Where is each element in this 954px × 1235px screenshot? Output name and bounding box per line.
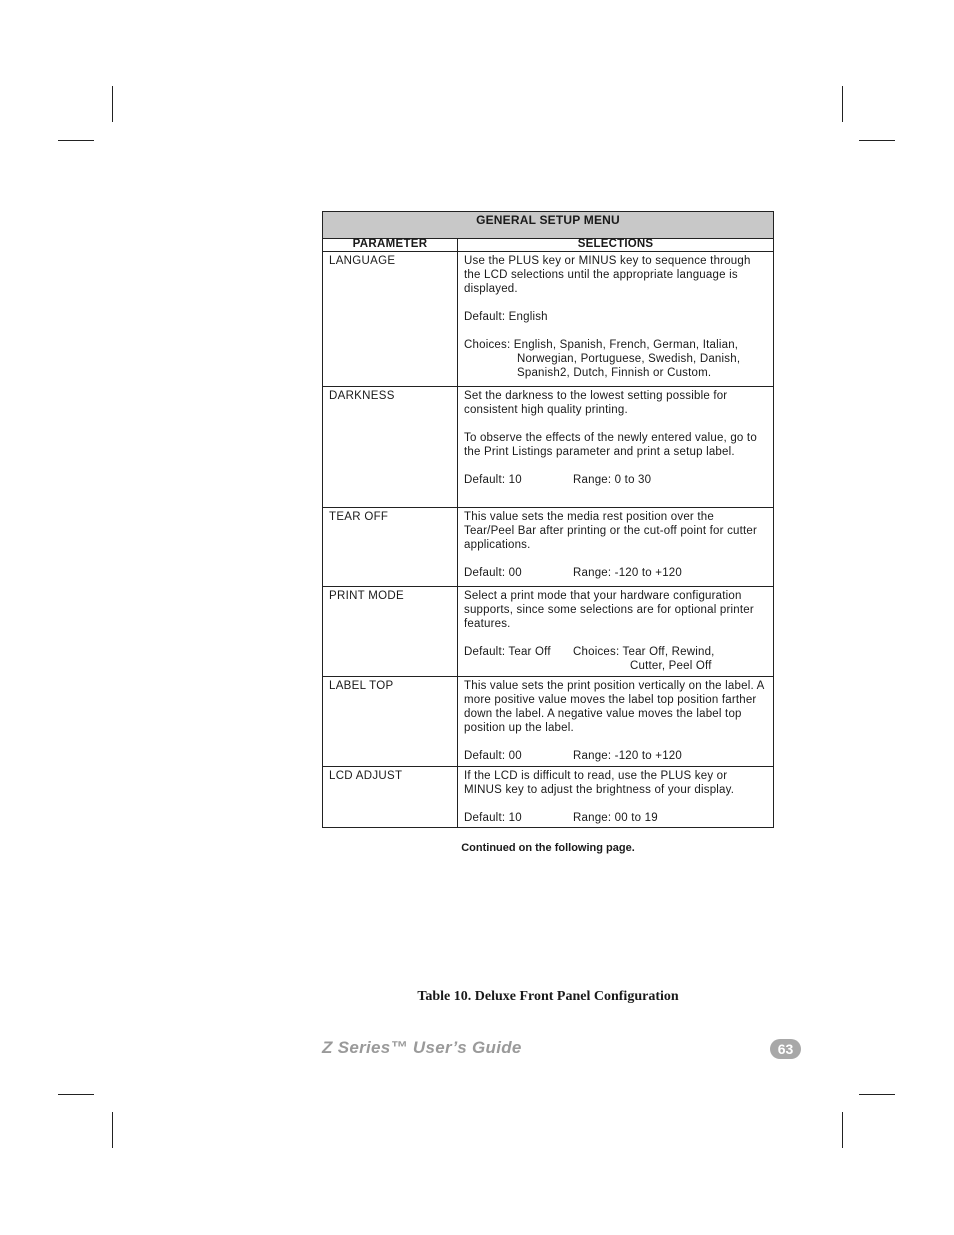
table-caption: Table 10. Deluxe Front Panel Configuration (417, 989, 679, 1004)
description: Use the PLUS key or MINUS key to sequence through the LCD selections until the appropriate language is displayed. (464, 255, 751, 295)
description: To observe the effects of the newly entered value, go to the Print Listings parameter and print a setup label. (464, 432, 757, 458)
crop-mark (859, 140, 895, 141)
choices-line: Cutter, Peel Off (630, 660, 712, 672)
range-value: Range: -120 to +120 (573, 567, 682, 579)
description: This value sets the media rest position over the Tear/Peel Bar after printing or the cut-off point for cutter applications. (464, 511, 758, 551)
table-row (323, 767, 773, 827)
crop-mark (112, 1112, 113, 1148)
selections-tear-off (458, 508, 773, 586)
crop-mark (859, 1094, 895, 1095)
choices: Choices: Tear Off, Rewind, (573, 646, 715, 658)
table-row (323, 508, 773, 587)
crop-mark (112, 86, 113, 122)
default-value: Default: Tear Off (464, 646, 551, 658)
continued-note: Continued on the following page. (461, 842, 635, 854)
crop-mark (58, 140, 94, 141)
range-value: Range: 00 to 19 (573, 812, 658, 824)
default-value: Default: 10 (464, 474, 522, 486)
param-lcd-adjust: LCD ADJUST (323, 767, 458, 827)
crop-mark (58, 1094, 94, 1095)
crop-mark (842, 1112, 843, 1148)
default-value: Default: English (464, 311, 548, 323)
selections-darkness (458, 387, 773, 507)
default-range-line (464, 811, 767, 825)
param-tear-off: TEAR OFF (323, 508, 458, 586)
param-print-mode: PRINT MODE (323, 587, 458, 676)
param-language: LANGUAGE (323, 252, 458, 386)
selections-label-top (458, 677, 773, 766)
table-row (323, 252, 773, 387)
description: This value sets the print position vertically on the label. A more positive value moves the label top position farther down the label. A negative value moves the label top position up the label. (464, 680, 764, 734)
default-range-line (464, 566, 767, 580)
header-selections: SELECTIONS (577, 238, 654, 250)
general-setup-table (322, 211, 774, 828)
range-value: Range: 0 to 30 (573, 474, 652, 486)
choices-line: Norwegian, Portuguese, Swedish, Danish, (517, 353, 741, 365)
default-value: Default: 00 (464, 750, 522, 762)
param-darkness: DARKNESS (323, 387, 458, 507)
selections-lcd-adjust (458, 767, 773, 827)
default-choices-line (464, 645, 767, 659)
selections-language (458, 252, 773, 386)
table-title: GENERAL SETUP MENU (323, 212, 773, 239)
description: Set the darkness to the lowest setting possible for consistent high quality printing. (464, 390, 728, 416)
table-row (323, 677, 773, 767)
default-range-line (464, 473, 767, 487)
default-value: Default: 10 (464, 812, 522, 824)
footer-guide-title: Z Series™ User’s Guide (322, 1038, 522, 1057)
page-number-badge: 63 (770, 1039, 801, 1059)
description: If the LCD is difficult to read, use the PLUS key or MINUS key to adjust the brightness of your display. (464, 770, 735, 796)
table-header-row (323, 239, 773, 252)
selections-print-mode (458, 587, 773, 676)
header-parameter: PARAMETER (323, 239, 458, 251)
table-row (323, 387, 773, 508)
default-value: Default: 00 (464, 567, 522, 579)
choices-line: Spanish2, Dutch, Finnish or Custom. (517, 367, 712, 379)
table-row (323, 587, 773, 677)
description: Select a print mode that your hardware configuration supports, since some selections are for optional printer features. (464, 590, 754, 630)
choices: Choices: English, Spanish, French, German, Italian, (464, 339, 739, 351)
default-range-line (464, 749, 767, 763)
range-value: Range: -120 to +120 (573, 750, 682, 762)
crop-mark (842, 86, 843, 122)
param-label-top: LABEL TOP (323, 677, 458, 766)
